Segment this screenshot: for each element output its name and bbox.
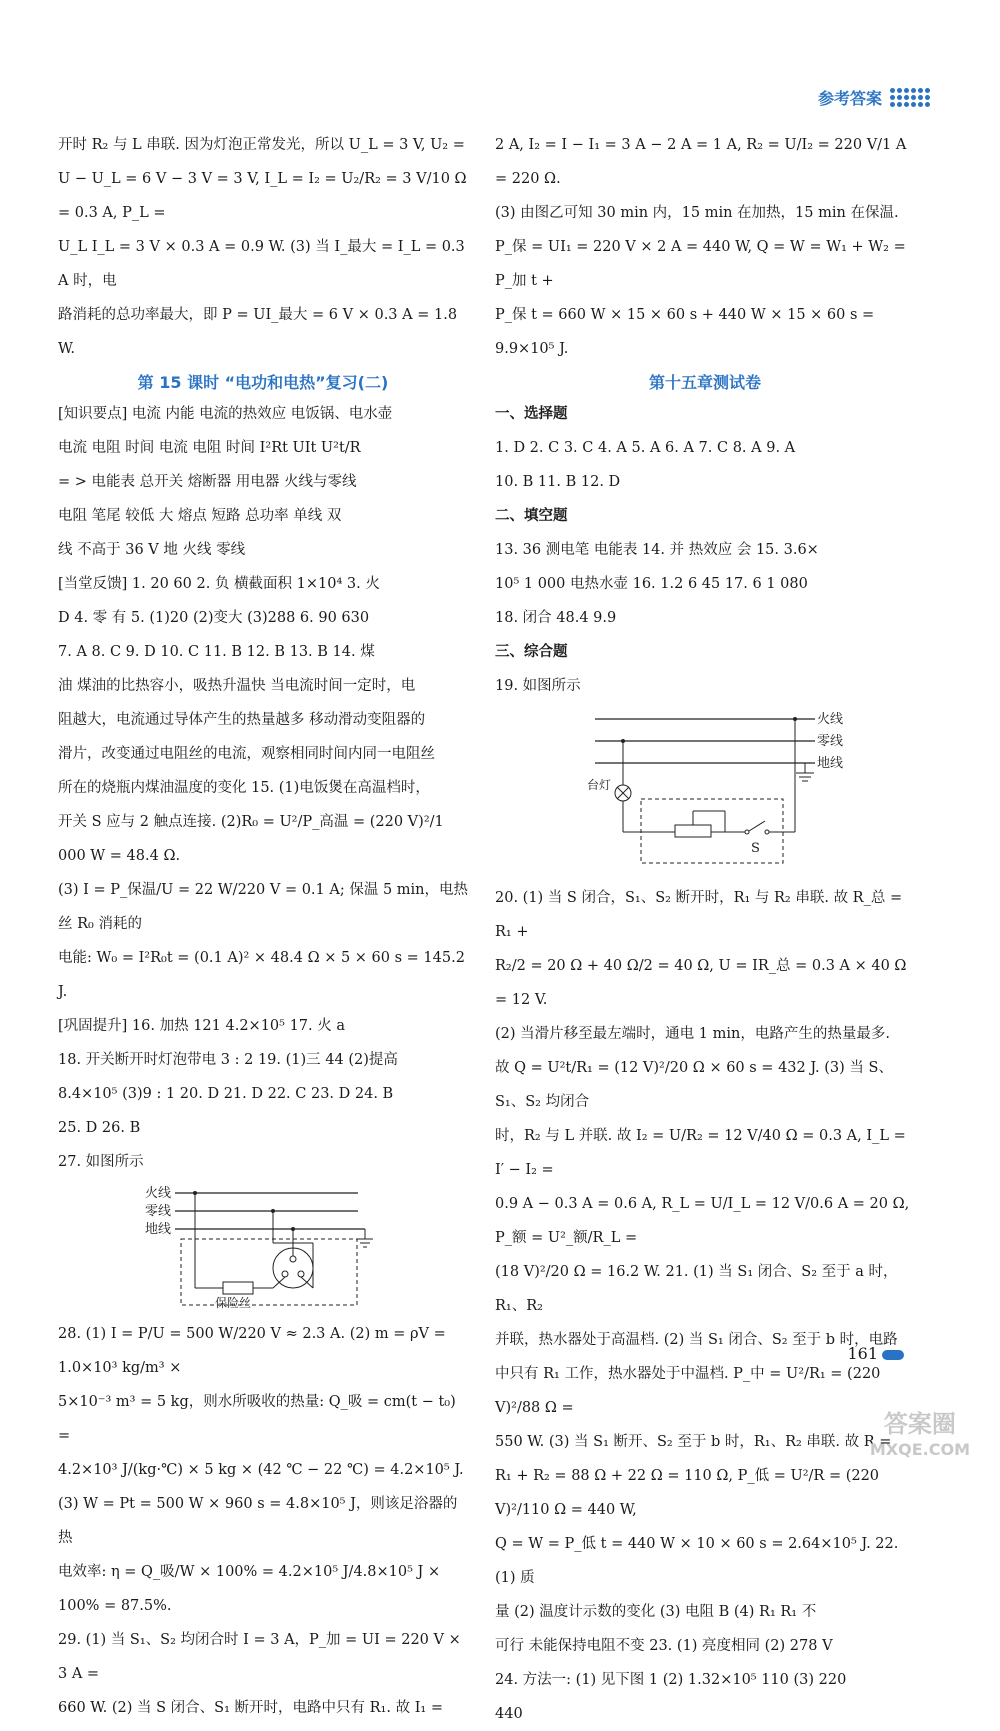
text-line: 中只有 R₁ 工作，热水器处于中温档. P_中 = U²/R₁ = (220 V)²/88 Ω = <box>495 1366 881 1416</box>
text-line: 开时 R₂ 与 L 串联. 因为灯泡正常发光，所以 U_L = 3 V, U₂ = <box>58 137 465 153</box>
label-neutral: 零线 <box>145 1204 172 1219</box>
dots-decoration-icon <box>890 88 930 107</box>
text-line: R₁ + R₂ = 88 Ω + 22 Ω = 110 Ω, P_低 = U²/R = (220 V)²/110 Ω = 440 W, <box>495 1468 880 1518</box>
text-line: 0.9 A − 0.3 A = 0.6 A, R_L = U/I_L = 12 V/0.6 A = 20 Ω, P_额 = U²_额/R_L = <box>495 1196 910 1246</box>
right-column <box>495 128 915 1731</box>
text-line: 29. (1) 当 S₁、S₂ 均闭合时 I = 3 A，P_加 = UI = 220 V × 3 A = <box>58 1632 461 1682</box>
circuit-diagram-19 <box>555 707 855 877</box>
label-ground: 地线 <box>817 756 844 771</box>
text-line: (3) 由图乙可知 30 min 内，15 min 在加热，15 min 在保温. <box>495 205 899 221</box>
text-line: 5×10⁻³ m³ = 5 kg，则水所吸收的热量: Q_吸 = cm(t − t₀) = <box>58 1394 456 1444</box>
text-line: 故 Q = U²t/R₁ = (12 V)²/20 Ω × 60 s = 432 J. (3) 当 S、S₁、S₂ 均闭合 <box>495 1060 893 1110</box>
text-line: 油 煤油的比热容小，吸热升温快 当电流时间一定时，电 <box>58 678 416 694</box>
text-line: 阻越大，电流通过导体产生的热量越多 移动滑动变阻器的 <box>58 712 426 728</box>
text-line: (2) 当滑片移至最左端时，通电 1 min，电路产生的热量最多. <box>495 1026 890 1042</box>
text-line: 2 A, I₂ = I − I₁ = 3 A − 2 A = 1 A, R₂ = U/I₂ = 220 V/1 A = 220 Ω. <box>495 137 907 187</box>
text-line: 20. (1) 当 S 闭合，S₁、S₂ 断开时，R₁ 与 R₂ 串联. 故 R_总 = R₁ + <box>495 890 903 940</box>
text-line: [巩固提升] 16. 加热 121 4.2×10⁵ 17. 火 a <box>58 1018 345 1034</box>
page-number <box>847 1344 904 1363</box>
watermark-line1: 答案圈 <box>883 1410 956 1438</box>
section-title: 第 15 课时 “电功和电热”复习(二) <box>137 373 389 392</box>
text-line: U − U_L = 6 V − 3 V = 3 V, I_L = I₂ = U₂/R₂ = 3 V/10 Ω = 0.3 A, P_L = <box>58 171 467 221</box>
text-line: 可行 未能保持电阻不变 23. (1) 亮度相同 (2) 278 V <box>495 1638 833 1654</box>
circuit-diagram-27 <box>143 1183 383 1313</box>
text-line: 7. A 8. C 9. D 10. C 11. B 12. B 13. B 14. 煤 <box>58 644 375 660</box>
text-line: 所在的烧瓶内煤油温度的变化 15. (1)电饭煲在高温档时， <box>58 780 430 796</box>
text-line: 并联，热水器处于高温档. (2) 当 S₁ 闭合、S₂ 至于 b 时，电路 <box>495 1332 898 1348</box>
text-line: 10. B 11. B 12. D <box>495 474 621 490</box>
text-line: 18. 闭合 48.4 9.9 <box>495 610 617 626</box>
text-line: 25. D 26. B <box>58 1120 141 1136</box>
text-line: 滑片，改变通过电阻丝的电流，观察相同时间内同一电阻丝 <box>58 746 435 762</box>
page-header <box>818 86 930 109</box>
text-line: 1. D 2. C 3. C 4. A 5. A 6. A 7. C 8. A 9. A <box>495 440 796 456</box>
text-line: (3) W = Pt = 500 W × 960 s = 4.8×10⁵ J，则该足浴器的热 <box>58 1496 458 1546</box>
subheading: 一、选择题 <box>495 406 568 422</box>
label-switch: S <box>751 841 760 856</box>
text-line: 660 W. (2) 当 S 闭合、S₁ 断开时，电路中只有 R₁. 故 I₁ = <box>58 1700 443 1716</box>
label-lamp: 台灯 <box>587 778 612 792</box>
text-line: R₂/2 = 20 Ω + 40 Ω/2 = 40 Ω, U = IR_总 = 0.3 A × 40 Ω = 12 V. <box>495 958 907 1008</box>
watermark-line2: MXQE.COM <box>869 1440 970 1459</box>
text-line: 19. 如图所示 <box>495 678 581 694</box>
text-line: 24. 方法一: (1) 见下图 1 (2) 1.32×10⁵ 110 (3) 220 <box>495 1672 847 1688</box>
text-line: (3) I = P_保温/U = 22 W/220 V = 0.1 A; 保温 5 min，电热丝 R₀ 消耗的 <box>58 882 468 932</box>
subheading: 三、综合题 <box>495 644 568 660</box>
text-line: 时，R₂ 与 L 并联. 故 I₂ = U/R₂ = 12 V/40 Ω = 0.3 A, I_L = I′ − I₂ = <box>495 1128 906 1178</box>
watermark-logo <box>870 1411 970 1463</box>
text-line: 28. (1) I = P/U = 500 W/220 V ≈ 2.3 A. (2) m = ρV = 1.0×10³ kg/m³ × <box>58 1326 446 1376</box>
header-title: 参考答案 <box>817 89 882 108</box>
label-ground: 地线 <box>145 1222 172 1237</box>
page-number-text: 161 <box>847 1344 878 1363</box>
text-line: [知识要点] 电流 内能 电流的热效应 电饭锅、电水壶 <box>58 406 393 422</box>
text-line: D 4. 零 有 5. (1)20 (2)变大 (3)288 6. 90 630 <box>58 610 370 626</box>
text-line: 8.4×10⁵ (3)9 : 1 20. D 21. D 22. C 23. D 24. B <box>58 1086 394 1102</box>
text-line: 550 W. (3) 当 S₁ 断开、S₂ 至于 b 时，R₁、R₂ 串联. 故 R = <box>495 1434 892 1450</box>
text-line: P_保 t = 660 W × 15 × 60 s + 440 W × 15 × 60 s = 9.9×10⁵ J. <box>495 307 875 357</box>
text-line: 18. 开关断开时灯泡带电 3 : 2 19. (1)三 44 (2)提高 <box>58 1052 398 1068</box>
text-line: U_L I_L = 3 V × 0.3 A = 0.9 W. (3) 当 I_最大 = I_L = 0.3 A 时，电 <box>58 239 465 289</box>
section-title: 第十五章测试卷 <box>648 373 761 392</box>
text-line: 路消耗的总功率最大，即 P = UI_最大 = 6 V × 0.3 A = 1.8 W. <box>58 307 458 357</box>
label-live: 火线 <box>145 1186 172 1201</box>
label-live: 火线 <box>817 712 844 727</box>
left-column <box>58 128 468 1725</box>
text-line: P_保 = UI₁ = 220 V × 2 A = 440 W, Q = W = W₁ + W₂ = P_加 t + <box>495 239 906 289</box>
text-line: 电能: W₀ = I²R₀t = (0.1 A)² × 48.4 Ω × 5 × 60 s = 145.2 J. <box>58 950 465 1000</box>
text-line: 27. 如图所示 <box>58 1154 144 1170</box>
text-line: [当堂反馈] 1. 20 60 2. 负 横截面积 1×10⁴ 3. 火 <box>58 576 380 592</box>
text-line: (18 V)²/20 Ω = 16.2 W. 21. (1) 当 S₁ 闭合、S₂ 至于 a 时，R₁、R₂ <box>495 1264 898 1314</box>
label-neutral: 零线 <box>817 734 844 749</box>
text-line: 线 不高于 36 V 地 火线 零线 <box>58 542 246 558</box>
text-line: 电流 电阻 时间 电流 电阻 时间 I²Rt UIt U²t/R <box>58 440 361 456</box>
text-line: Q = W = P_低 t = 440 W × 10 × 60 s = 2.64×10⁵ J. 22. (1) 质 <box>495 1536 899 1586</box>
text-line: 4.2×10³ J/(kg·℃) × 5 kg × (42 ℃ − 22 ℃) = 4.2×10⁵ J. <box>58 1462 464 1478</box>
text-line: 量 (2) 温度计示数的变化 (3) 电阻 B (4) R₁ R₁ 不 <box>495 1604 817 1620</box>
text-line: 10⁵ 1 000 电热水壶 16. 1.2 6 45 17. 6 1 080 <box>495 576 808 592</box>
subheading: 二、填空题 <box>495 508 568 524</box>
text-line: 13. 36 测电笔 电能表 14. 并 热效应 会 15. 3.6× <box>495 542 819 558</box>
label-fuse: 保险丝 <box>215 1296 252 1310</box>
text-line: 电阻 笔尾 较低 大 熔点 短路 总功率 单线 双 <box>58 508 342 524</box>
text-line: 440 <box>495 1706 523 1722</box>
page-tab-icon <box>882 1350 904 1360</box>
text-line: = > 电能表 总开关 熔断器 用电器 火线与零线 <box>58 474 357 490</box>
text-line: 开关 S 应与 2 触点连接. (2)R₀ = U²/P_高温 = (220 V)²/1 000 W = 48.4 Ω. <box>58 814 444 864</box>
text-line: 电效率: η = Q_吸/W × 100% = 4.2×10⁵ J/4.8×10⁵ J × 100% = 87.5%. <box>58 1564 441 1614</box>
